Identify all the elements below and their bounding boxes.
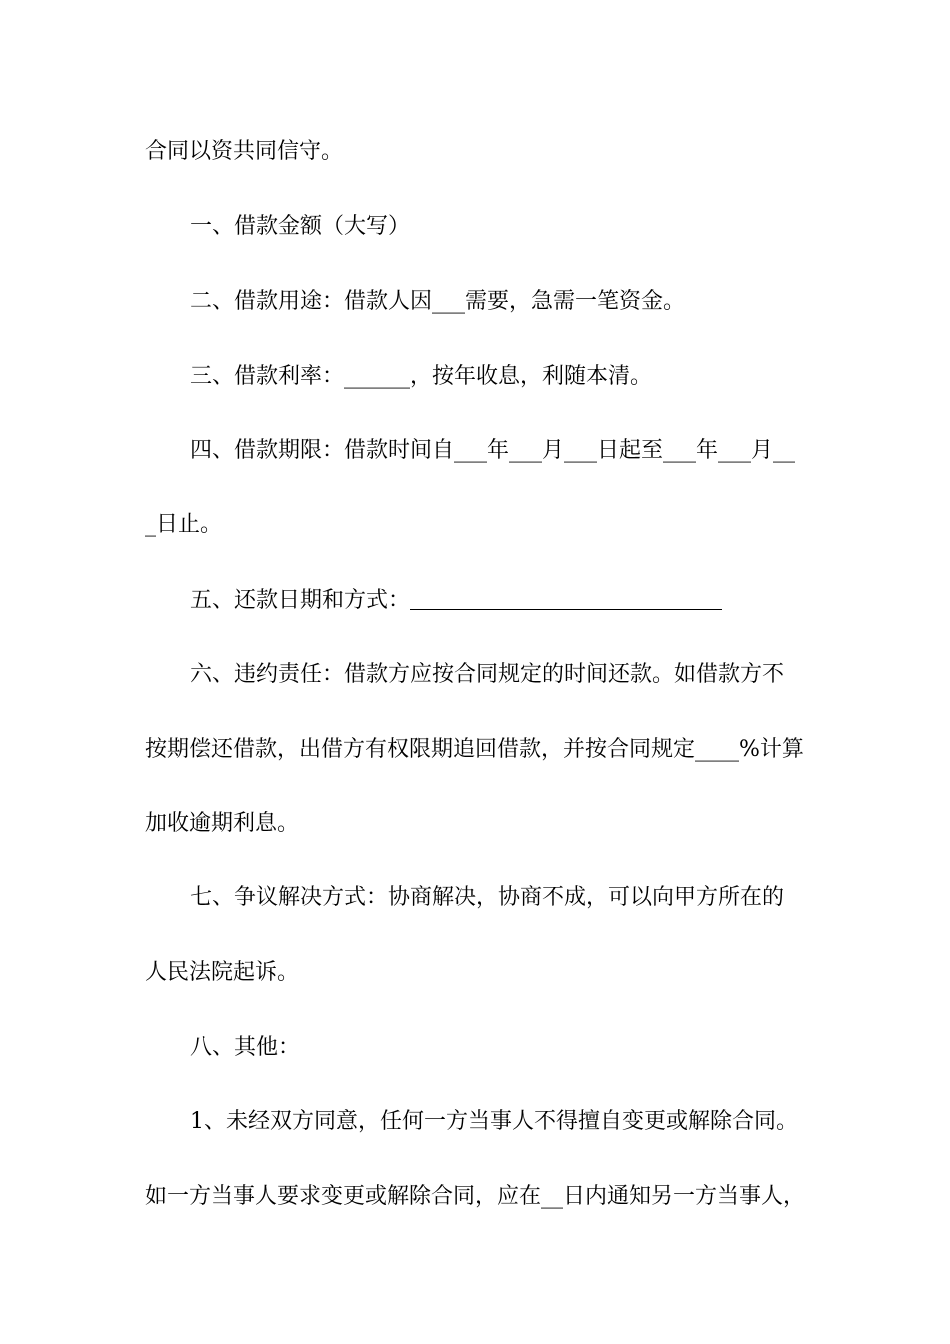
repayment-blank <box>410 585 722 610</box>
clause-other-item-1-continued: 如一方当事人要求变更或解除合同，应在__日内通知另一方当事人， <box>145 1184 806 1209</box>
clause-liability-continued: 按期偿还借款，出借方有权限期追回借款，并按合同规定____%计算 <box>145 737 804 762</box>
clause-liability: 六、违约责任：借款方应按合同规定的时间还款。如借款方不 <box>190 662 785 687</box>
clause-interest-rate: 三、借款利率：______，按年收息，利随本清。 <box>190 364 653 389</box>
clause-term-continued: _日止。 <box>145 512 223 537</box>
clause-dispute: 七、争议解决方式：协商解决，协商不成，可以向甲方所在的 <box>190 885 785 910</box>
clause-amount: 一、借款金额（大写） <box>190 214 411 239</box>
paragraph-line: 合同以资共同信守。 <box>145 139 344 164</box>
clause-liability-end: 加收逾期利息。 <box>145 811 300 836</box>
clause-other-item-1: 1、未经双方同意，任何一方当事人不得擅自变更或解除合同。 <box>190 1109 798 1134</box>
clause-repayment <box>190 581 860 621</box>
clause-other: 八、其他： <box>190 1035 301 1060</box>
clause-term: 四、借款期限：借款时间自___年___月___日起至___年___月__ <box>190 438 796 463</box>
clause-purpose: 二、借款用途：借款人因___需要，急需一笔资金。 <box>190 289 686 314</box>
clause-repayment-label: 五、还款日期和方式： <box>190 588 411 613</box>
clause-dispute-continued: 人民法院起诉。 <box>145 960 300 985</box>
